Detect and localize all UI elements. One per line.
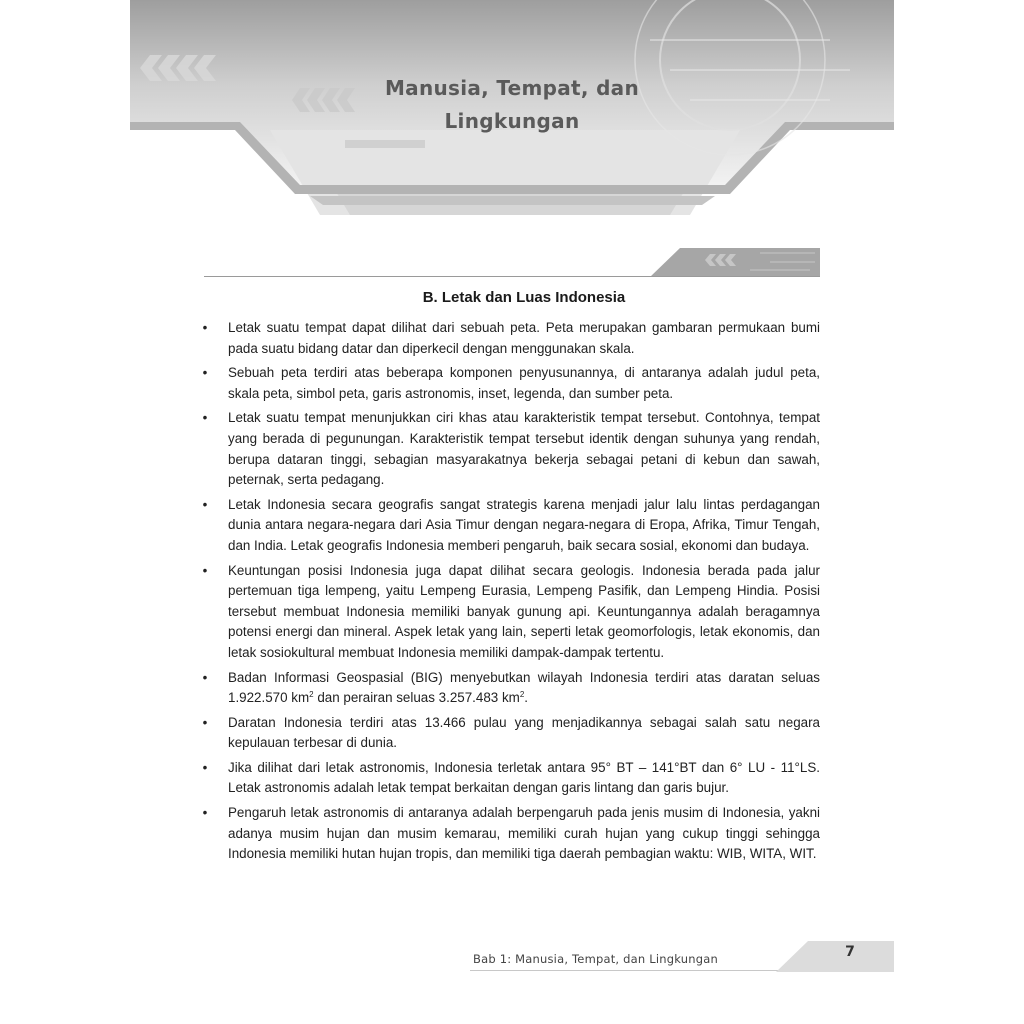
list-item-text: Letak suatu tempat dapat dilihat dari sebuah peta. Peta merupakan gambaran permukaan bumi pada suatu bidang datar dan diperkecil dengan menggunakan skala. [228, 320, 820, 356]
chapter-title [130, 72, 894, 138]
bullet-marker: • [202, 759, 208, 775]
page-number: 7 [845, 944, 855, 960]
section-heading: B. Letak dan Luas Indonesia [422, 289, 626, 306]
list-item-text: Letak suatu tempat menunjukkan ciri khas atau karakteristik tempat tersebut. Contohnya, tempat yang berada di pegunungan. Karakteristik tempat tersebut identik dengan suhunya yang rendah, berupa dataran tinggi, sebagian masyarakatnya bekerja sebagai petani di kebun dan sawah, peternak, serta pedagang. [228, 410, 820, 488]
list-item-text: Daratan Indonesia terdiri atas 13.466 pulau yang menjadikannya sebagai salah satu negara kepulauan terbesar di dunia. [228, 714, 820, 751]
chapter-title-line2: Lingkungan [444, 109, 580, 133]
footer-chapter-label: Bab 1: Manusia, Tempat, dan Lingkungan [473, 952, 718, 966]
list-item [200, 758, 820, 799]
bullet-marker: • [202, 320, 208, 335]
list-item-text [228, 670, 820, 706]
list-item [200, 561, 820, 664]
superscript: 2 [519, 690, 525, 700]
area-text-part1: Badan Informasi Geospasial (BIG) menyebutkan wilayah Indonesia terdiri atas daratan seluas 1.922.570 km [228, 669, 820, 706]
bullet-marker: • [202, 410, 208, 426]
list-item [200, 363, 820, 404]
bullet-marker: • [202, 669, 208, 685]
bullet-marker: • [202, 496, 208, 512]
list-item [200, 668, 820, 709]
list-item-text: Keuntungan posisi Indonesia juga dapat dilihat secara geologis. Indonesia berada pada jalur pertemuan tiga lempeng, yaitu Lempeng Eurasia, Lempeng Pasifik, dan Lempeng Hindia. Posisi tersebut membuat Indonesia memiliki banyak gunung api. Keuntungannya adalah beragamnya potensi energi dan mineral. Aspek letak yang lain, seperti letak geomorfologis, letak ekonomis, dan letak sosiokultural membuat Indonesia memiliki dampak-dampak tertentu. [228, 562, 820, 660]
list-item-text: Letak Indonesia secara geografis sangat strategis karena menjadi jalur lalu lintas perdagangan dunia antara negara-negara dari Asia Timur dengan negara-negara di Eropa, Afrika, Timur Tengah, dan India. Letak geografis Indonesia memberi pengaruh, baik secara sosial, ekonomi dan budaya. [228, 496, 820, 553]
list-item [200, 495, 820, 557]
area-text-part3: . [524, 690, 528, 706]
list-item [200, 408, 820, 490]
list-item [200, 318, 820, 359]
list-item-text: Sebuah peta terdiri atas beberapa komponen penyusunannya, di antaranya adalah judul peta, skala peta, simbol peta, garis astronomis, inset, legenda, dan sumber peta. [228, 365, 820, 401]
bullet-marker: • [202, 562, 208, 578]
bullet-list [200, 318, 820, 869]
bullet-marker: • [202, 805, 208, 821]
superscript: 2 [309, 690, 314, 700]
section-divider [204, 276, 820, 277]
area-text-part2: dan perairan seluas 3.257.483 km [313, 690, 520, 706]
bullet-marker: • [202, 365, 208, 381]
list-item-text: Pengaruh letak astronomis di antaranya adalah berpengaruh pada jenis musim di Indonesia, yakni adanya musim hujan dan musim kemarau, memiliki curah hujan yang cukup tinggi sehingga Indonesia memiliki hutan hujan tropis, dan memiliki tiga daerah pembagian waktu: WIB, WITA, WIT. [228, 805, 820, 862]
section-tab-decoration [650, 248, 820, 277]
document-page [130, 0, 894, 1024]
chapter-banner [130, 0, 894, 220]
list-item [200, 803, 820, 865]
list-item-text: Jika dilihat dari letak astronomis, Indonesia terletak antara 95° BT – 141°BT dan 6° LU - 11°LS. Letak astronomis adalah letak tempat berkaitan dengan garis lintang dan garis bujur. [228, 759, 820, 796]
list-item [200, 713, 820, 754]
chapter-title-line1: Manusia, Tempat, dan [384, 76, 640, 100]
bullet-marker: • [202, 714, 208, 730]
